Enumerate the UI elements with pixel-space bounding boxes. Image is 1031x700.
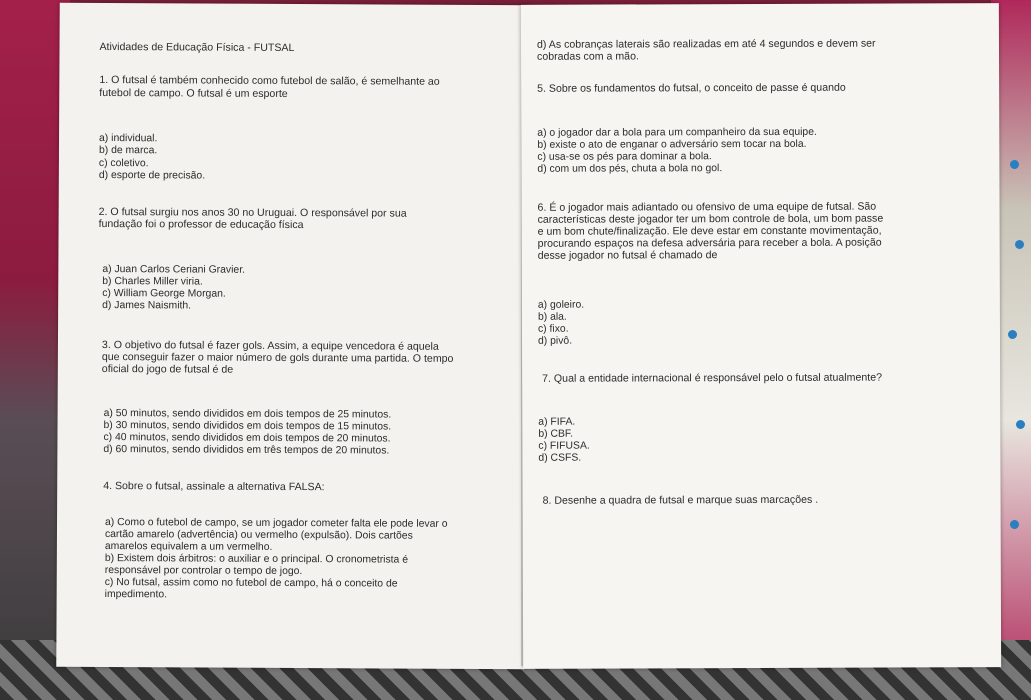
option-line: cobradas com a mão. xyxy=(537,50,639,63)
option: c) FIFUSA. xyxy=(538,440,590,452)
option-line: c) No futsal, assim como no futebol de campo, há o conceito de xyxy=(104,577,398,590)
decor-dot xyxy=(1008,330,1017,339)
question-1-text: 1. O futsal é também conhecido como futebol de salão, é semelhante ao xyxy=(99,73,440,88)
question-7-text: 7. Qual a entidade internacional é responsável pelo o futsal atualmente? xyxy=(542,371,882,385)
option-line: b) Existem dois árbitros: o auxiliar e o principal. O cronometrista é xyxy=(104,553,409,566)
decor-dot xyxy=(1015,240,1024,249)
question-5-text: 5. Sobre os fundamentos do futsal, o conceito de passe é quando xyxy=(537,81,846,95)
question-6-text: características deste jogador ter um bom controle de bola, um bom passe xyxy=(537,212,884,226)
option: a) FIFA. xyxy=(538,416,576,428)
option: d) James Naismith. xyxy=(102,300,192,312)
question-6-text: desse jogador no futsal é chamado de xyxy=(537,249,718,262)
question-2-text: fundação foi o professor de educação física xyxy=(98,217,304,232)
question-8-text: 8. Desenhe a quadra de futsal e marque suas marcações . xyxy=(542,493,819,507)
question-4-text: 4. Sobre o futsal, assinale a alternativa FALSA: xyxy=(103,480,325,494)
option: b) 30 minutos, sendo divididos em dois tempos de 15 minutos. xyxy=(103,420,392,433)
option: b) CBF. xyxy=(538,428,574,440)
option: c) coletivo. xyxy=(98,157,149,170)
option: d) pivô. xyxy=(537,335,573,347)
decor-dot xyxy=(1010,520,1019,529)
option: b) de marca. xyxy=(98,144,158,157)
option-line: cartão amarelo (advertência) ou vermelho (expulsão). Dois cartões xyxy=(104,529,413,542)
decor-dot xyxy=(1016,420,1025,429)
question-6-text: e um bom chute/finalização. Ele deve estar em constante movimentação, xyxy=(537,224,882,238)
option: a) Juan Carlos Ceriani Gravier. xyxy=(102,264,246,276)
worksheet-left-page xyxy=(56,3,527,669)
decor-dot xyxy=(1010,160,1019,169)
question-1-text: futebol de campo. O futsal é um esporte xyxy=(99,86,288,100)
option: d) CSFS. xyxy=(538,452,582,464)
worksheet-right-page xyxy=(521,3,1001,669)
option: c) usa-se os pés para dominar a bola. xyxy=(537,151,712,163)
option: b) Charles Miller viria. xyxy=(102,276,203,288)
question-3-text: que conseguir fazer o maior número de gols durante uma partida. O tempo xyxy=(101,351,454,365)
option: b) ala. xyxy=(537,311,567,323)
option: d) 60 minutos, sendo divididos em três tempos de 20 minutos. xyxy=(103,444,390,457)
option: c) William George Morgan. xyxy=(102,288,226,300)
option: d) com um dos pés, chuta a bola no gol. xyxy=(537,163,723,175)
option: a) goleiro. xyxy=(537,299,585,311)
question-3-text: oficial do jogo de futsal é de xyxy=(101,363,234,376)
option: a) individual. xyxy=(99,132,158,145)
option: b) existe o ato de enganar o adversário sem tocar na bola. xyxy=(537,138,807,151)
question-6-text: 6. É o jogador mais adiantado ou ofensivo de uma equipe de futsal. São xyxy=(537,200,877,214)
option: a) 50 minutos, sendo divididos em dois tempos de 25 minutos. xyxy=(103,408,392,421)
option-line: amarelos equivalem a um vermelho. xyxy=(104,541,273,553)
option: c) 40 minutos, sendo divididos em dois tempos de 20 minutos. xyxy=(103,432,391,445)
question-6-text: procurando espaços na defesa adversária para receber a bola. A posição xyxy=(537,236,882,250)
option-line: a) Como o futebol de campo, se um jogador cometer falta ele pode levar o xyxy=(104,517,448,530)
option: d) esporte de precisão. xyxy=(98,169,206,182)
option-line: impedimento. xyxy=(104,589,168,601)
option: c) fixo. xyxy=(537,323,569,335)
option-line: d) As cobranças laterais são realizadas em até 4 segundos e devem ser xyxy=(536,37,876,51)
question-2-text: 2. O futsal surgiu nos anos 30 no Uruguai. O responsável por sua xyxy=(98,205,407,220)
question-3-text: 3. O objetivo do futsal é fazer gols. Assim, a equipe vencedora é aquela xyxy=(101,339,439,353)
page-title: Atividades de Educação Física - FUTSAL xyxy=(99,40,295,55)
option: a) o jogador dar a bola para um companheiro da sua equipe. xyxy=(537,126,817,139)
option-line: responsável por controlar o tempo de jogo. xyxy=(104,565,303,578)
